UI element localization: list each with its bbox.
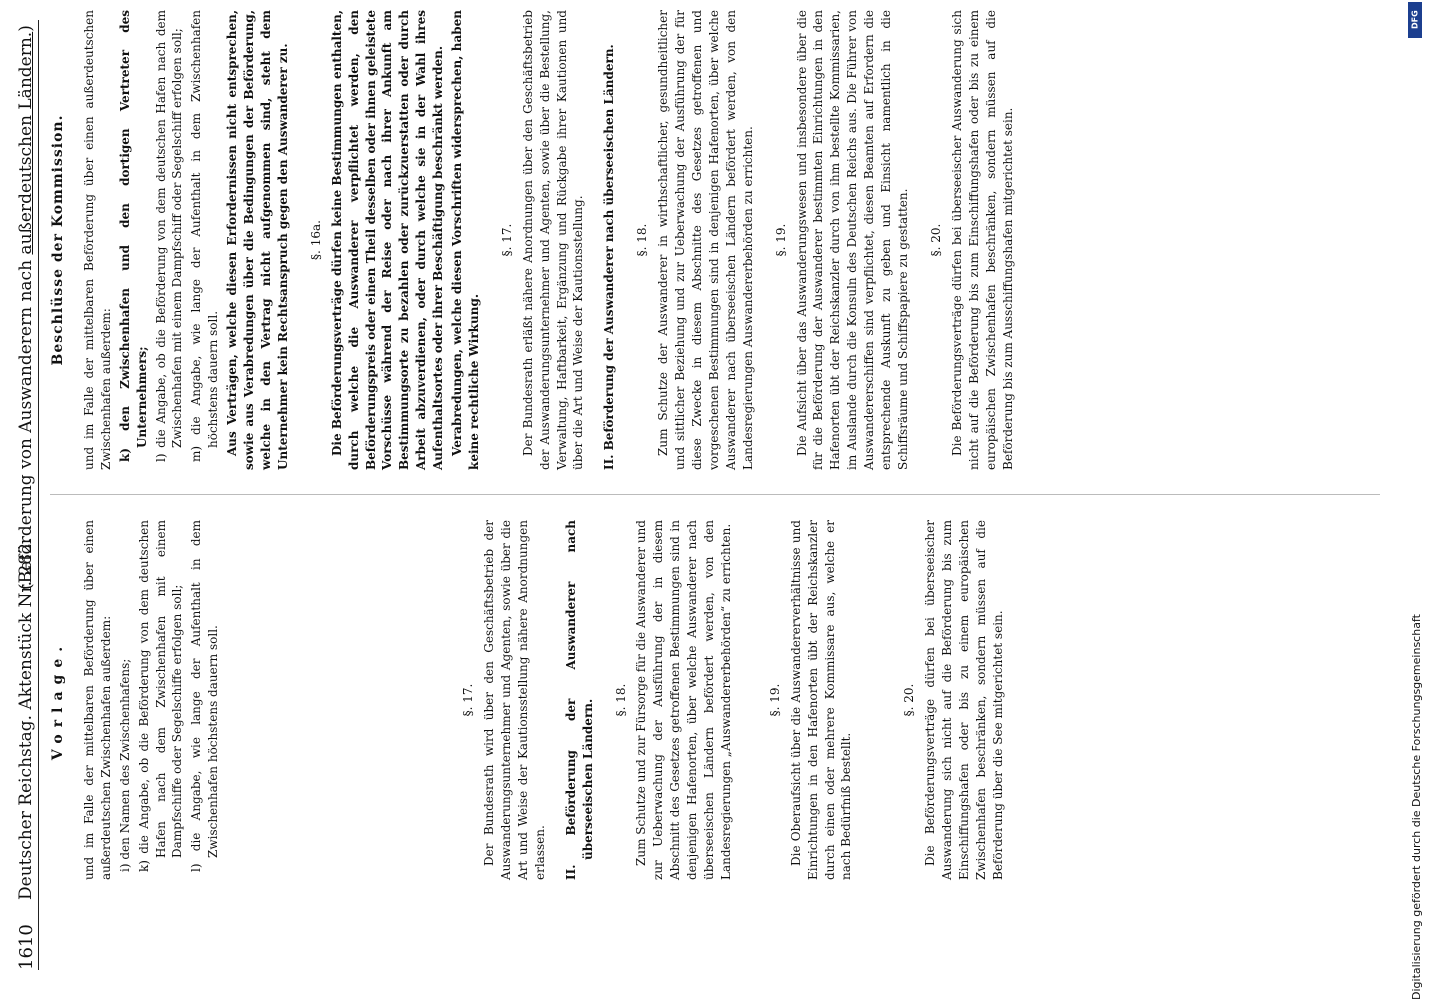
right-section-19-number: §. 19.	[773, 223, 788, 257]
left-item-i: i) den Namen des Zwischenhafens;	[117, 658, 132, 872]
left-intro: und im Falle der mittelbaren Beförderung über einen außerdeutschen Zwischenhafen außerdem:	[81, 520, 113, 880]
right-section-17-text: Der Bundesrath erläßt nähere Anordnungen über den Geschäftsbetrieb der Auswanderungsunternehmer und Agenten, sowie über die Bestellung, Verwaltung, Haftbarkeit, Ergänzung und Rückgabe ihrer Kautionen und über die Art und Weise der Kautionsstellung.	[520, 10, 586, 470]
right-section-18-text: Zum Schutze der Auswanderer in wirthschaftlicher, gesundheitlicher und sittlicher Beziehung und zur Ueberwachung der Ausführung der für diese Zwecke in diesem Abschnitte des Gesetzes getroffenen und vorgeschenen Bestimmungen sind in denjenigen Hafenorten, über welche Auswanderer nach überseeischen Ländern befördert werden, von den Landesregierungen Auswandererbehörden zu errichten.	[656, 10, 755, 470]
left-section-18-number: §. 18.	[613, 683, 628, 717]
left-section-20-number: §. 20.	[902, 683, 917, 717]
right-section-18-number: §. 18.	[635, 223, 650, 257]
left-column-vorlage	[50, 520, 1390, 880]
left-section-18-text: Zum Schutze und zur Fürsorge für die Auswanderer und zur Ueberwachung der Ausführung der in diesem Abschnitt des Gesetzes getroffenen Bestimmungen sind in denjenigen Hafenorten, über welche Auswanderer nach überseeischen Ländern befördert werden, von den Landesregierungen „Auswandererbehörden“ zu errichten.	[634, 520, 733, 880]
right-section-19-text: Die Aufsicht über das Auswanderungswesen und insbesondere über die für die Beförderung der Auswanderer bestimmten Einrichtungen in den Hafenorten übt der Reichskanzler durch von ihm bestellte Kommissarien, im Auslande durch die Konsuln des Deutschen Reichs aus. Die Führer von Auswandererschiffen sind verpflichtet, diesen Beamten auf Erfordern die entsprechende Auskunft zu geben und Einsicht namentlich in die Schiffsräume und Schiffspapiere zu gestatten.	[794, 10, 910, 470]
left-heading-ii: II. Beförderung der Auswanderer nach überseeischen Ländern.	[563, 520, 595, 880]
left-section-17-number: §. 17.	[461, 683, 476, 717]
left-section-17-text: Der Bundesrath wird über den Geschäftsbetrieb der Auswanderungsunternehmer und Agenten, sowie über die Art und Weise der Kautionsstellung nähere Anordnungen erlassen.	[482, 520, 547, 880]
right-item-l: l) die Angabe, ob die Beförderung von dem deutschen Hafen nach dem Zwischenhafen mit einem Dampfschiff oder Segelschiff erfolgen soll;	[153, 10, 185, 462]
right-column-kommission	[50, 10, 1390, 470]
left-item-k: k) die Angabe, ob die Beförderung von dem deutschen Hafen nach dem Zwischenhafen mit einem Dampfschiffe oder Segelschiffe erfolgen soll;	[136, 520, 185, 872]
page-header	[10, 10, 40, 970]
right-intro: und im Falle der mittelbaren Beförderung über einen außerdeutschen Zwischenhafen außerdem:	[81, 10, 113, 470]
left-item-l: l) die Angabe, wie lange der Aufenthalt in dem Zwischenhafen höchstens dauern soll.	[189, 520, 221, 872]
document-subject: (Beförderung von Auswanderern nach außerdeutschen Ländern.)	[16, 25, 36, 590]
digitization-credit	[1400, 0, 1428, 1000]
left-section-19-text: Die Oberaufsicht über die Auswandererverhältnisse und Einrichtungen in den Hafenorten übt der Reichskanzler durch einen oder mehrere Kommissare aus, welche er nach Bedürfniß bestellt.	[788, 520, 854, 880]
left-section-19-number: §. 19.	[767, 683, 782, 717]
right-heading-ii: II. Beförderung der Auswanderer nach überseeischen Ländern.	[602, 44, 617, 470]
column-divider	[50, 494, 1380, 495]
right-item-m: m) die Angabe, wie lange der Aufenthalt in dem Zwischenhafen höchstens dauern soll.	[189, 10, 221, 462]
right-contracts-paragraph: Aus Verträgen, welche diesen Erfordernissen nicht entsprechen, sowie aus Verabredungen über die Bedingungen der Beförderung, welche in den Vertrag nicht aufgenommen sind, steht dem Unternehmer kein Rechtsanspruch gegen den Auswanderer zu.	[225, 10, 290, 470]
right-section-16a-text: Die Beförderungsverträge dürfen keine Bestimmungen enthalten, durch welche die Auswanderer verpflichtet werden, den Beförderungspreis oder einen Theil desselben oder ihnen geleistete Vorschüsse während der Reise oder nach ihrer Ankunft am Bestimmungsorte zu bezahlen oder zurückzuerstatten oder durch Arbeit abzuverdienen, oder durch welche sie in der Wahl ihres Aufenthaltsortes oder ihrer Beschäftigung beschränkt werden.	[329, 10, 446, 470]
right-section-17-number: §. 17.	[499, 223, 514, 257]
credit-text: Digitalisierung gefördert durch die Deutsche Forschungsgemeinschaft	[1410, 614, 1423, 1000]
subject-underlined: außerdeutschen Ländern.	[16, 31, 36, 255]
right-section-20-text: Die Beförderungsverträge dürfen bei überseeischer Auswanderung sich nicht auf die Beförderung bis zum Einschiffungshafen oder bis zu einem europäischen Zwischenhafen beschränken, sondern müssen auf die Beförderung bis zum Ausschiffungshafen mitgerichtet sein.	[949, 10, 1015, 470]
right-item-k: k) den Zwischenhafen und den dortigen Vertreter des Unternehmers;	[117, 10, 149, 462]
left-section-20-text: Die Beförderungsverträge dürfen bei überseeischer Auswanderung sich nicht auf die Beförderung bis zum Einschiffungshafen oder bis zu einem europäischen Zwischenhafen beschränken, sondern müssen auf die Beförderung über die See mitgerichtet sein.	[923, 520, 1005, 880]
document-title: Deutscher Reichstag. Aktenstück Nr. 282.	[16, 537, 36, 900]
right-section-16a-number: §. 16a.	[308, 220, 323, 260]
dfg-logo: DFG	[1408, 2, 1422, 38]
left-gap	[224, 520, 444, 880]
right-section-20-number: §. 20.	[928, 223, 943, 257]
page-number: 1610	[16, 924, 37, 970]
right-section-16a-text-2: Verabredungen, welche diesen Vorschriften widersprechen, haben keine rechtliche Wirkung.	[450, 10, 481, 470]
header-rule	[38, 20, 39, 970]
right-column-title: Beschlüsse der Kommission.	[50, 114, 66, 366]
left-column-title: Vorlage.	[50, 639, 66, 761]
